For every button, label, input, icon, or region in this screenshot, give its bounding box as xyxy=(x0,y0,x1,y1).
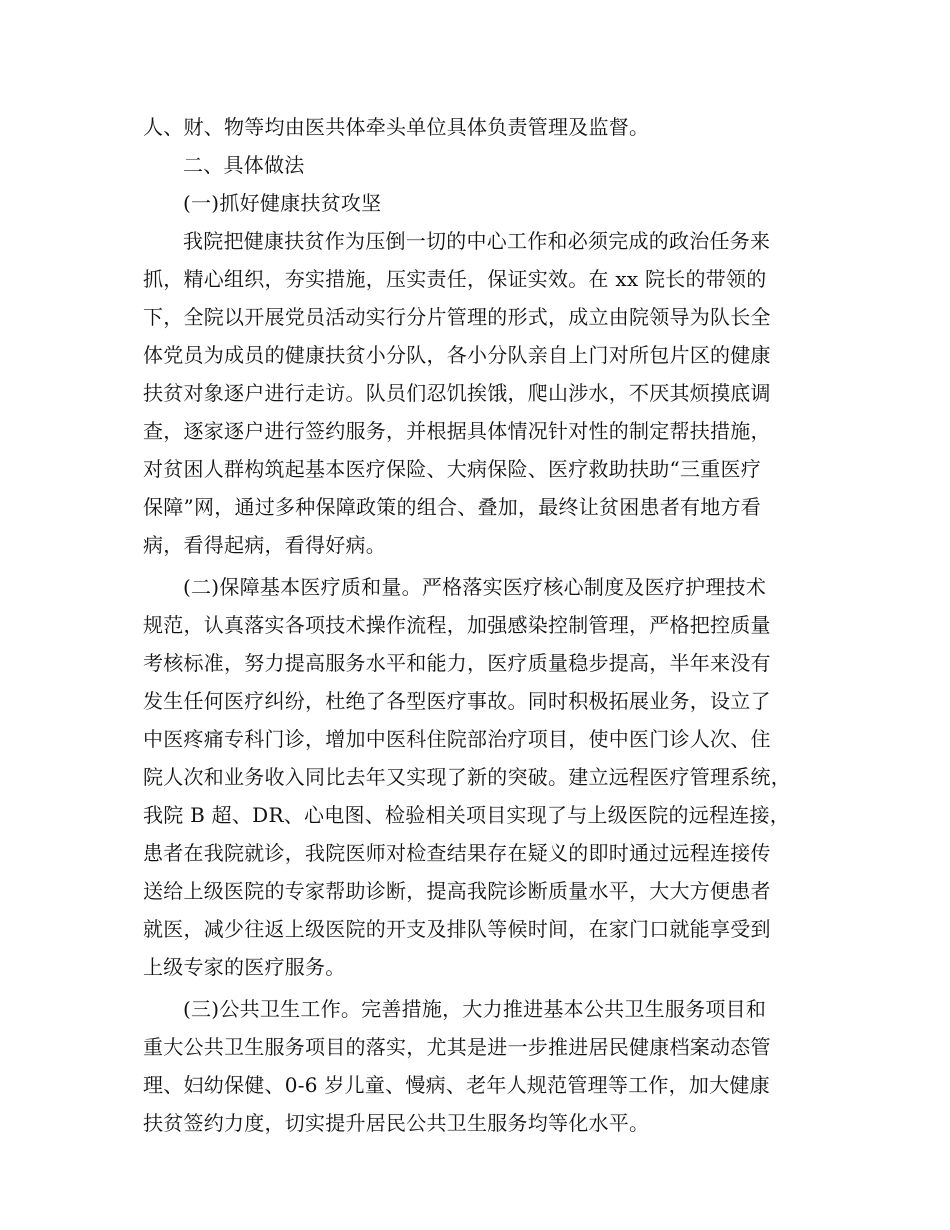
paragraph-line: 规范，认真落实各项技术操作流程，加强感染控制管理，严格把控质量 xyxy=(143,613,771,637)
paragraph-line: 我院 B 超、DR、心电图、检验相关项目实现了与上级医院的远程连接， xyxy=(143,803,791,827)
paragraph-line: 保障”网，通过多种保障政策的组合、叠加，最终让贫困患者有地方看 xyxy=(143,495,761,519)
paragraph-line: 体党员为成员的健康扶贫小分队，各小分队亲自上门对所包片区的健康 xyxy=(143,343,771,367)
section-heading: 二、具体做法 xyxy=(183,153,305,177)
paragraph-line: 考核标准，努力提高服务水平和能力，医疗质量稳步提高，半年来没有 xyxy=(143,651,771,675)
text-line: 人、财、物等均由医共体牵头单位具体负责管理及监督。 xyxy=(143,115,650,139)
paragraph-line: (二)保障基本医疗质和量。严格落实医疗核心制度及医疗护理技术 xyxy=(183,575,767,599)
paragraph-line: 扶贫签约力度，切实提升居民公共卫生服务均等化水平。 xyxy=(143,1111,650,1135)
paragraph-line: 我院把健康扶贫作为压倒一切的中心工作和必须完成的政治任务来 xyxy=(183,229,771,253)
paragraph-line: 患者在我院就诊，我院医师对检查结果存在疑义的即时通过远程连接传 xyxy=(143,841,771,865)
subsection-heading: (一)抓好健康扶贫攻坚 xyxy=(183,191,382,215)
paragraph-line: 对贫困人群构筑起基本医疗保险、大病保险、医疗救助扶助“三重医疗 xyxy=(143,457,761,481)
paragraph-line: 病，看得起病，看得好病。 xyxy=(143,533,386,557)
paragraph-line: 送给上级医院的专家帮助诊断，提高我院诊断质量水平，大大方便患者 xyxy=(143,879,771,903)
paragraph-line: 中医疼痛专科门诊，增加中医科住院部治疗项目，使中医门诊人次、住 xyxy=(143,727,771,751)
document-body xyxy=(143,108,819,1142)
paragraph-line: 扶贫对象逐户进行走访。队员们忍饥挨饿，爬山涉水，不厌其烦摸底调 xyxy=(143,381,771,405)
paragraph-line: 查，逐家逐户进行签约服务，并根据具体情况针对性的制定帮扶措施， xyxy=(143,419,771,443)
paragraph-line: 就医，减少往返上级医院的开支及排队等候时间，在家门口就能享受到 xyxy=(143,917,771,941)
paragraph-line: 院人次和业务收入同比去年又实现了新的突破。建立远程医疗管理系统， xyxy=(143,765,791,789)
paragraph-line: 下，全院以开展党员活动实行分片管理的形式，成立由院领导为队长全 xyxy=(143,305,771,329)
paragraph-line: 抓，精心组织，夯实措施，压实责任，保证实效。在 xx 院长的带领的 xyxy=(143,267,767,291)
paragraph-line: 发生任何医疗纠纷，杜绝了各型医疗事故。同时积极拓展业务，设立了 xyxy=(143,689,771,713)
paragraph-line: 重大公共卫生服务项目的落实，尤其是进一步推进居民健康档案动态管 xyxy=(143,1035,771,1059)
paragraph-line: 理、妇幼保健、0-6 岁儿童、慢病、老年人规范管理等工作，加大健康 xyxy=(143,1073,770,1097)
paragraph-line: 上级专家的医疗服务。 xyxy=(143,955,346,979)
paragraph-line: (三)公共卫生工作。完善措施，大力推进基本公共卫生服务项目和 xyxy=(183,997,767,1021)
